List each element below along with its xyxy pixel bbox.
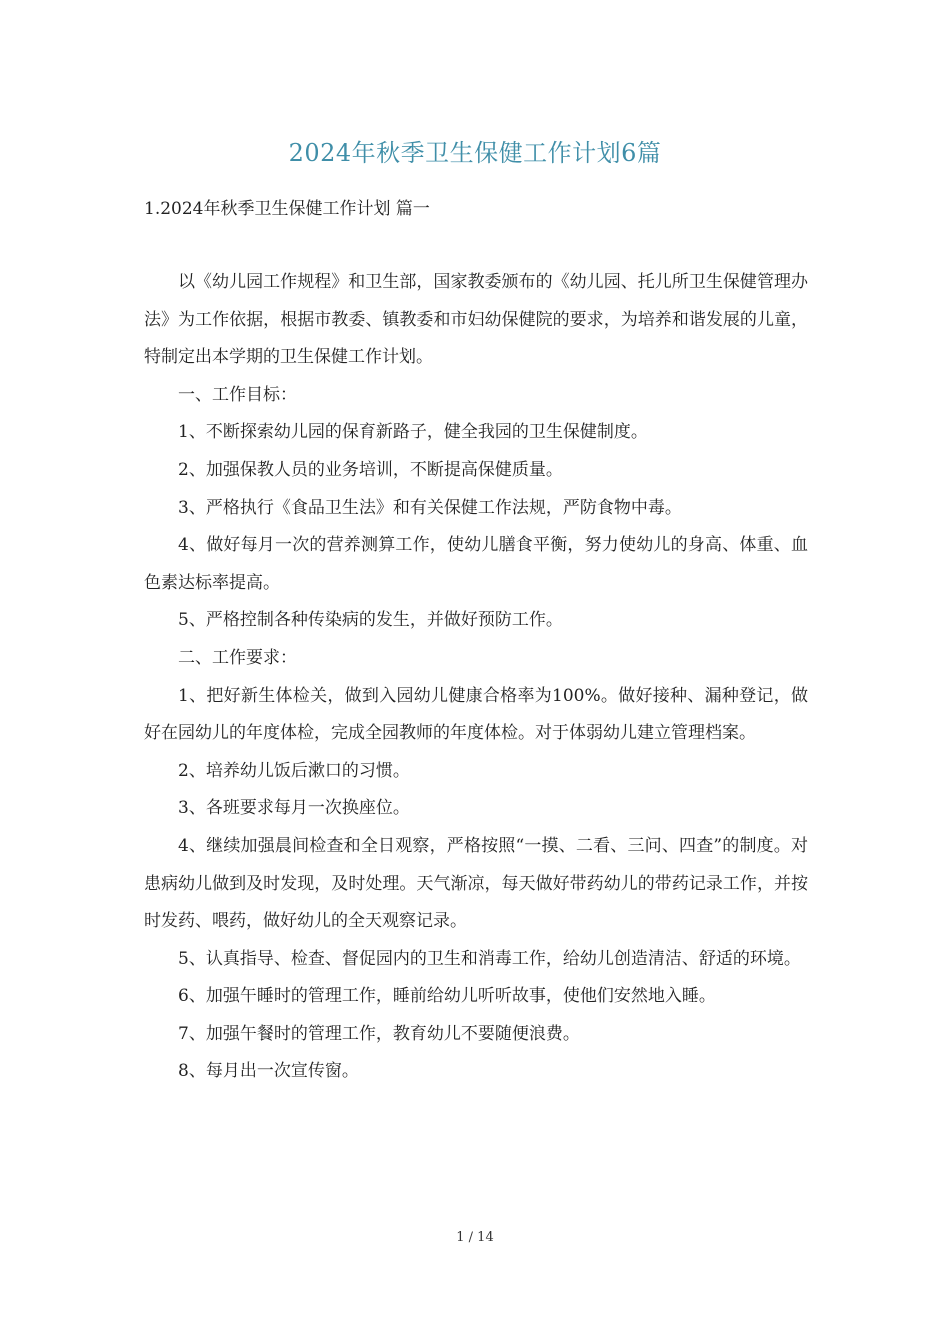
requirement-item-1: 1、把好新生体检关，做到入园幼儿健康合格率为100%。做好接种、漏种登记，做好在园幼儿的年度体检，完成全园教师的年度体检。对于体弱幼儿建立管理档案。 [144, 685, 808, 744]
goal-item-1: 1、不断探索幼儿园的保育新路子，健全我园的卫生保健制度。 [178, 422, 648, 443]
goal-item-2: 2、加强保教人员的业务培训，不断提高保健质量。 [178, 459, 563, 480]
goal-item-4: 4、做好每月一次的营养测算工作，使幼儿膳食平衡，努力使幼儿的身高、体重、血色素达标率提高。 [144, 535, 808, 593]
page-number: 1 / 14 [456, 1230, 494, 1245]
requirement-item-2: 2、培养幼儿饭后漱口的习惯。 [178, 760, 410, 781]
requirement-item-5: 5、认真指导、检查、督促园内的卫生和消毒工作，给幼儿创造清洁、舒适的环境。 [178, 948, 801, 969]
goal-item-3: 3、严格执行《食品卫生法》和有关保健工作法规，严防食物中毒。 [178, 497, 682, 518]
requirement-item-8: 8、每月出一次宣传窗。 [178, 1061, 359, 1082]
document-body [144, 264, 808, 1091]
requirement-item-3: 3、各班要求每月一次换座位。 [178, 798, 410, 819]
requirement-item-4: 4、继续加强晨间检查和全日观察，严格按照“一摸、二看、三问、四查”的制度。对患病幼儿做到及时发现，及时处理。天气渐凉，每天做好带药幼儿的带药记录工作，并按时发药、喂药，做好幼儿的全天观察记录。 [144, 835, 808, 932]
requirement-item-6: 6、加强午睡时的管理工作，睡前给幼儿听听故事，使他们安然地入睡。 [178, 986, 716, 1007]
goal-item-5: 5、严格控制各种传染病的发生，并做好预防工作。 [178, 610, 563, 631]
paragraph-intro: 以《幼儿园工作规程》和卫生部，国家教委颁布的《幼儿园、托儿所卫生保健管理办法》为工作依据，根据市教委、镇教委和市妇幼保健院的要求，为培养和谐发展的儿童，特制定出本学期的卫生保健工作计划。 [144, 272, 808, 368]
heading-work-requirements: 二、工作要求： [178, 647, 297, 668]
requirement-item-7: 7、加强午餐时的管理工作，教育幼儿不要随便浪费。 [178, 1023, 580, 1044]
heading-work-goals: 一、工作目标： [178, 384, 297, 405]
document-title: 2024年秋季卫生保健工作计划6篇 [288, 139, 662, 167]
section-heading: 1.2024年秋季卫生保健工作计划 篇一 [144, 199, 430, 219]
